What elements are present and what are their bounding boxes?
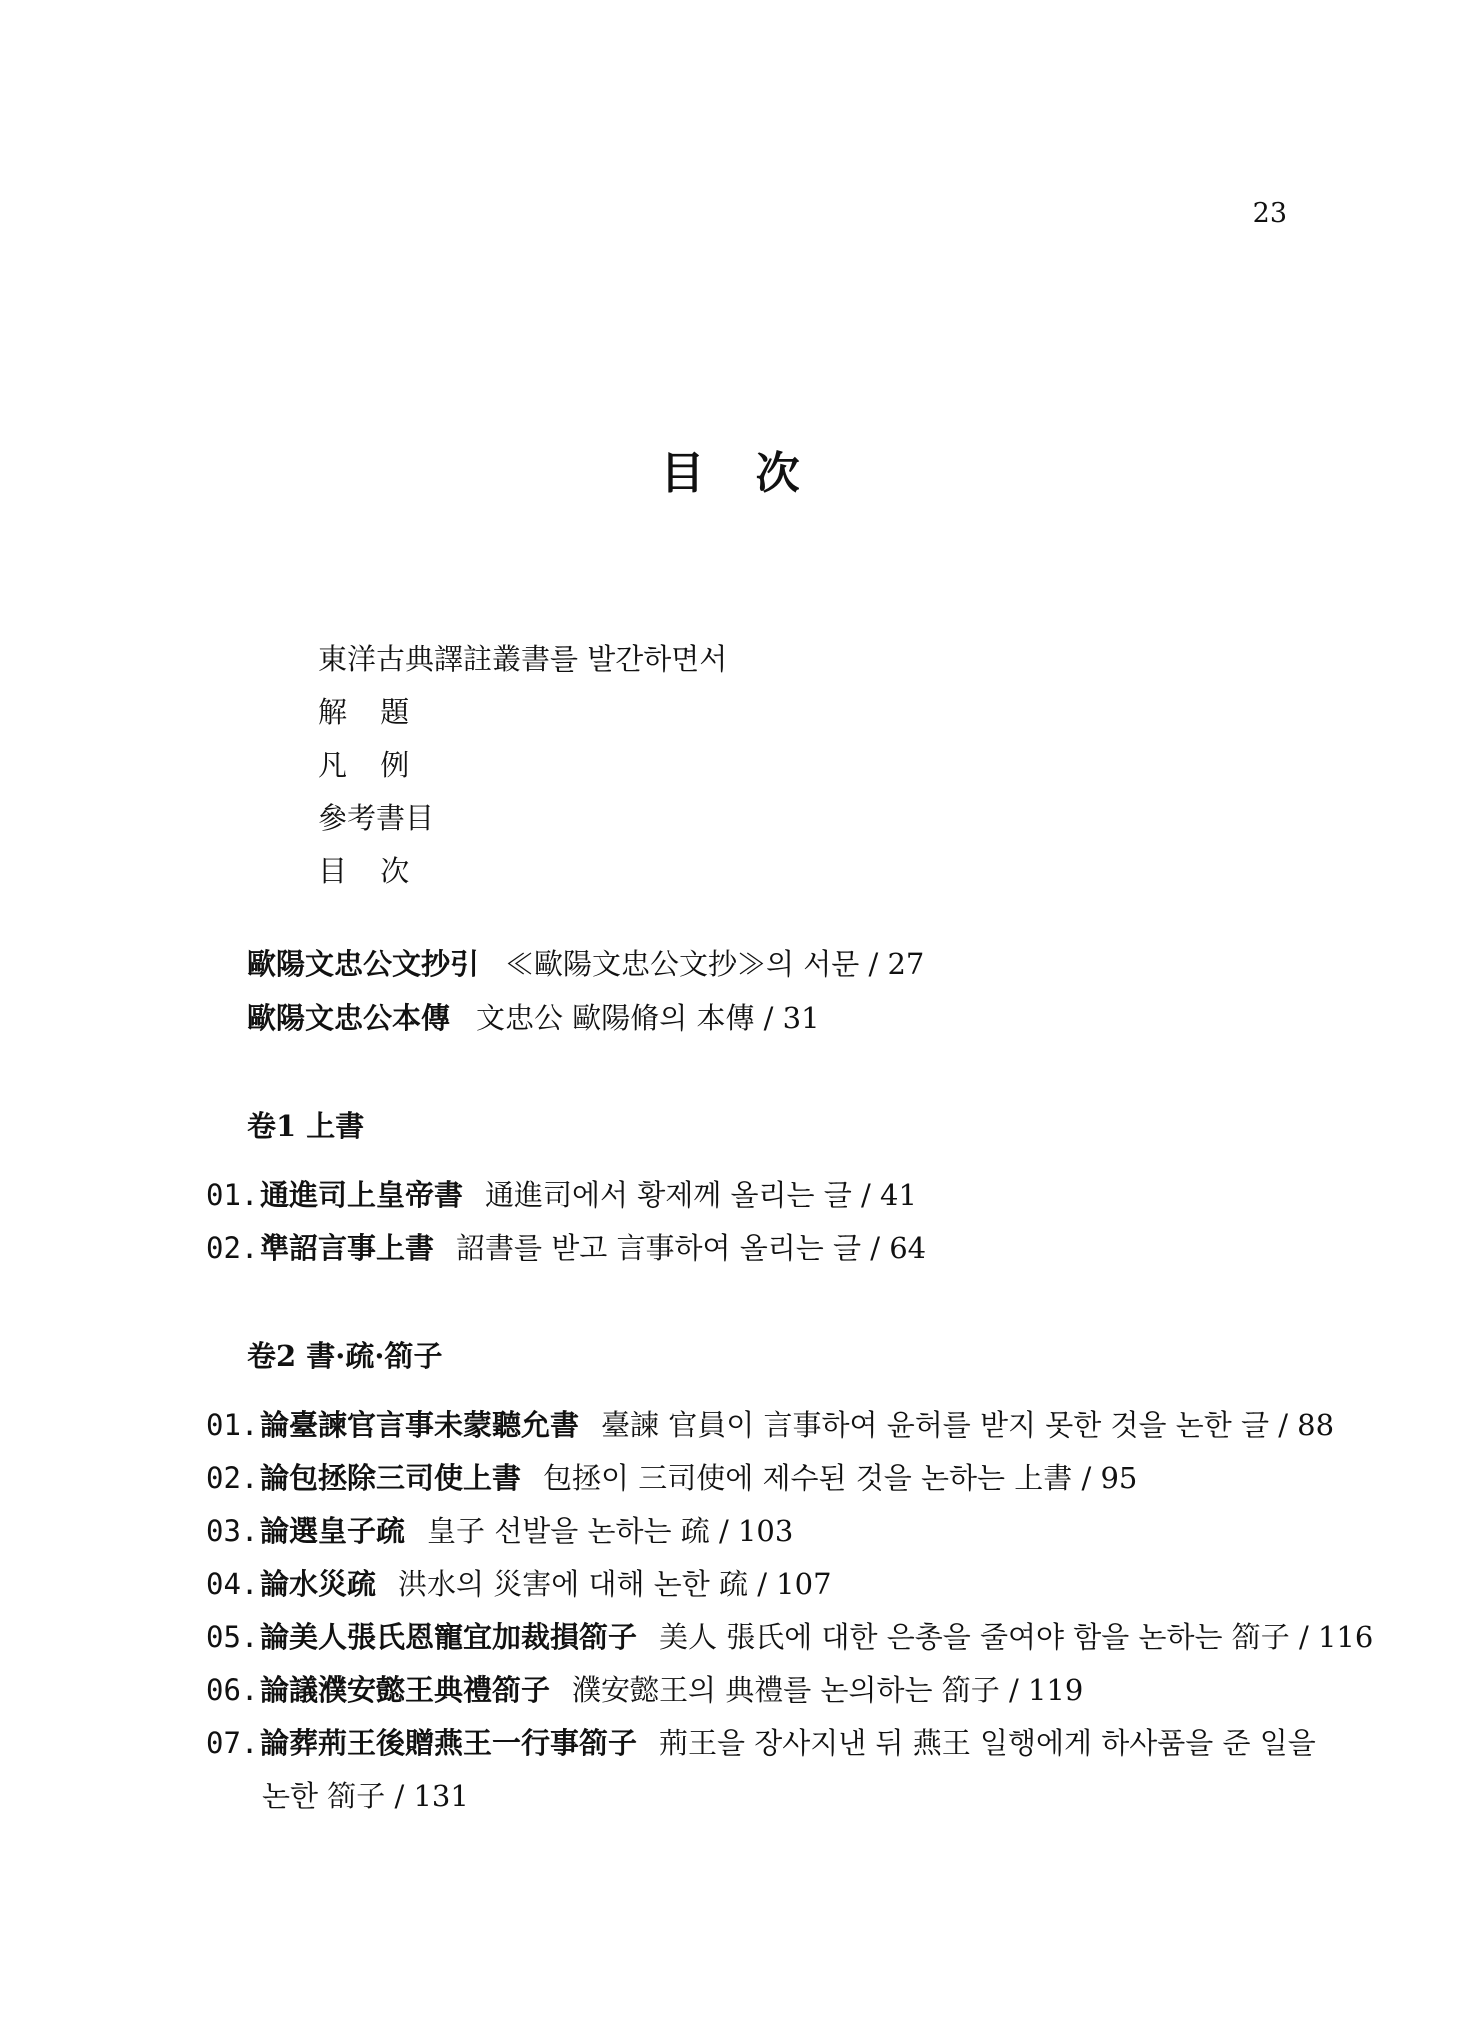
entry-title: 論水災疏 (260, 1567, 377, 1601)
entry-title: 論葬荊王後贈燕王一行事箚子 (260, 1726, 638, 1760)
entry-number: 01. (206, 1178, 259, 1212)
toc-entry[interactable] (206, 1566, 832, 1602)
entry-description: 濮安懿王의 典禮를 논의하는 箚子 / 119 (572, 1673, 1084, 1707)
intro-entry[interactable] (247, 1000, 820, 1036)
entry-title: 歐陽文忠公文抄引 (247, 947, 480, 981)
section-heading: 卷2 書·疏·箚子 (247, 1339, 443, 1373)
front-matter-item[interactable]: 目 次 (318, 854, 422, 888)
entry-number: 05. (206, 1620, 259, 1654)
entry-number: 03. (206, 1514, 259, 1548)
entry-number: 02. (206, 1231, 259, 1265)
toc-entry[interactable] (206, 1407, 1334, 1443)
entry-number: 04. (206, 1567, 259, 1601)
entry-description: 美人 張氏에 대한 은총을 줄여야 함을 논하는 箚子 / 116 (659, 1620, 1374, 1654)
entry-number: 07. (206, 1726, 259, 1760)
entry-number: 01. (206, 1408, 259, 1442)
entry-description: 荊王을 장사지낸 뒤 燕王 일행에게 하사품을 준 일을 (659, 1726, 1316, 1760)
entry-title: 準詔言事上書 (260, 1231, 435, 1265)
front-matter-item[interactable]: 東洋古典譯註叢書를 발간하면서 (318, 642, 728, 676)
toc-entry[interactable] (206, 1230, 926, 1266)
front-matter-item[interactable]: 解 題 (318, 695, 422, 729)
entry-description: 文忠公 歐陽脩의 本傳 / 31 (476, 1001, 820, 1035)
section-heading: 卷1 上書 (247, 1109, 365, 1143)
intro-entry[interactable] (247, 946, 924, 982)
entry-description: 臺諫 官員이 言事하여 윤허를 받지 못한 것을 논한 글 / 88 (601, 1408, 1335, 1442)
entry-description: 洪水의 災害에 대해 논한 疏 / 107 (398, 1567, 832, 1601)
front-matter-list (318, 633, 727, 898)
entry-title: 論美人張氏恩寵宜加裁損箚子 (260, 1620, 638, 1654)
entry-title: 論臺諫官言事未蒙聽允書 (260, 1408, 580, 1442)
front-matter-item[interactable]: 參考書目 (318, 801, 435, 835)
toc-entry[interactable] (206, 1725, 1316, 1761)
toc-entry-continuation[interactable]: 논한 箚子 / 131 (262, 1779, 469, 1813)
entry-description: 通進司에서 황제께 올리는 글 / 41 (485, 1178, 917, 1212)
page-number: 23 (1252, 198, 1287, 229)
toc-entry[interactable] (206, 1460, 1137, 1496)
page-title: 目 次 (660, 448, 818, 499)
entry-title: 歐陽文忠公本傳 (247, 1001, 451, 1035)
entry-title: 論包拯除三司使上書 (260, 1461, 522, 1495)
entry-description: ≪歐陽文忠公文抄≫의 서문 / 27 (505, 947, 925, 981)
toc-entry[interactable] (206, 1672, 1083, 1708)
entry-title: 論選皇子疏 (260, 1514, 406, 1548)
front-matter-item[interactable]: 凡 例 (318, 748, 422, 782)
entry-description: 皇子 선발을 논하는 疏 / 103 (427, 1514, 794, 1548)
entry-description: 包拯이 三司使에 제수된 것을 논하는 上書 / 95 (543, 1461, 1138, 1495)
toc-entry[interactable] (206, 1513, 793, 1549)
entry-title: 論議濮安懿王典禮箚子 (260, 1673, 551, 1707)
entry-title: 通進司上皇帝書 (260, 1178, 464, 1212)
entry-number: 02. (206, 1461, 259, 1495)
toc-entry[interactable] (206, 1177, 917, 1213)
entry-description: 詔書를 받고 言事하여 올리는 글 / 64 (456, 1231, 927, 1265)
entry-number: 06. (206, 1673, 259, 1707)
toc-entry[interactable] (206, 1619, 1373, 1655)
